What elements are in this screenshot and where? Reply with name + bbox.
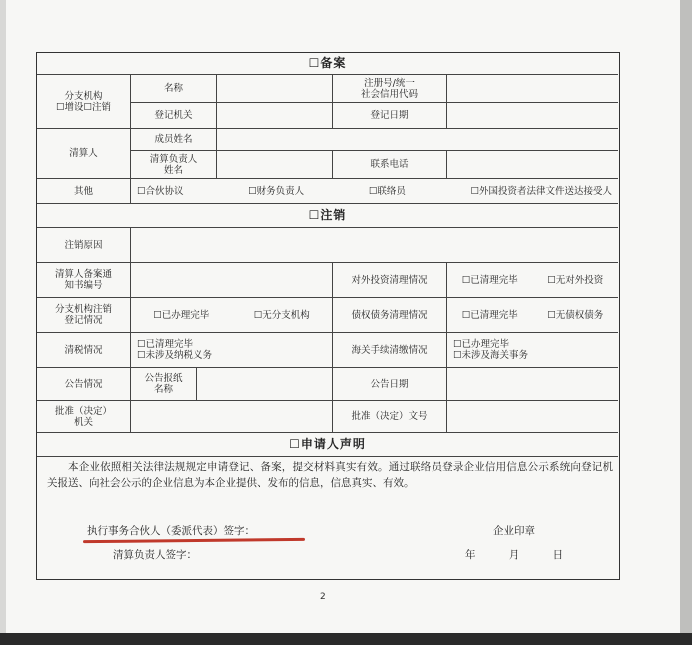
principal-signature-label: 清算负责人签字： [113, 549, 197, 561]
announce-label: 公告情况 [37, 368, 131, 401]
checkbox-liaison[interactable]: ☐联络员 [368, 185, 406, 197]
debt-label: 债权债务清理情况 [333, 298, 447, 333]
principal-name-label: 清算负责人 姓名 [131, 151, 217, 179]
checkbox-no-foreign-invest[interactable]: ☐无对外投资 [547, 274, 604, 286]
tax-options[interactable]: ☐已清理完毕 ☐未涉及纳税义务 [131, 333, 333, 368]
registration-form [36, 52, 620, 580]
foreign-invest-options [447, 263, 618, 298]
date-label: 年 月 日 [465, 549, 564, 561]
section-header-filing: ☐备案 [37, 53, 618, 75]
page-edge [0, 0, 6, 645]
checkbox-no-debt[interactable]: ☐无债权债务 [547, 309, 604, 321]
company-seal-label: 企业印章 [493, 525, 535, 537]
approval-org-value[interactable] [131, 401, 333, 433]
name-value[interactable] [217, 75, 333, 103]
other-label: 其他 [37, 179, 131, 204]
partner-signature-label: 执行事务合伙人（委派代表）签字： [87, 525, 255, 537]
checkbox-partnership-agreement[interactable]: ☐合伙协议 [137, 185, 184, 197]
page-number: 2 [320, 592, 326, 602]
notice-no-value[interactable] [131, 263, 333, 298]
branch-options [131, 298, 333, 333]
principal-name-value[interactable] [217, 151, 333, 179]
name-label: 名称 [131, 75, 217, 103]
scanner-bottom-bar [0, 633, 692, 645]
other-options [131, 179, 618, 204]
declaration-text: 本企业依照相关法律法规规定申请登记、备案，提交材料真实有效。通过联络员登录企业信用信息公示系统向登记机关报送、向社会公示的企业信息为本企业提供、发布的信息，信息真实、有效。 [47, 461, 613, 489]
member-names-value[interactable] [217, 129, 618, 151]
checkbox-invest-cleared[interactable]: ☐已清理完毕 [461, 274, 518, 286]
reg-no-label: 注册号/统一 社会信用代码 [333, 75, 447, 103]
announce-date-value[interactable] [447, 368, 618, 401]
notice-no-label: 清算人备案通 知书编号 [37, 263, 131, 298]
branch-status-label: 分支机构注销 登记情况 [37, 298, 131, 333]
signature-underline [83, 538, 305, 543]
tax-label: 清税情况 [37, 333, 131, 368]
checkbox-no-branch[interactable]: ☐无分支机构 [253, 309, 310, 321]
section-header-cancellation: ☐注销 [37, 204, 618, 228]
branch-label: 分支机构 ☐增设☐注销 [37, 75, 131, 129]
announce-date-label: 公告日期 [333, 368, 447, 401]
debt-options [447, 298, 618, 333]
checkbox-finance-officer[interactable]: ☐财务负责人 [248, 185, 305, 197]
phone-value[interactable] [447, 151, 618, 179]
checkbox-debt-cleared[interactable]: ☐已清理完毕 [461, 309, 518, 321]
cancel-reason-label: 注销原因 [37, 228, 131, 263]
cancel-reason-value[interactable] [131, 228, 618, 263]
foreign-invest-label: 对外投资清理情况 [333, 263, 447, 298]
approval-doc-value[interactable] [447, 401, 618, 433]
customs-options[interactable]: ☐已办理完毕 ☐未涉及海关事务 [447, 333, 618, 368]
reg-authority-value[interactable] [217, 103, 333, 129]
reg-authority-label: 登记机关 [131, 103, 217, 129]
reg-no-value[interactable] [447, 75, 618, 103]
reg-date-label: 登记日期 [333, 103, 447, 129]
approval-doc-label: 批准（决定）文号 [333, 401, 447, 433]
checkbox-foreign-investor-agent[interactable]: ☐外国投资者法律文件送达接受人 [470, 185, 612, 197]
newspaper-label: 公告报纸 名称 [131, 368, 197, 401]
customs-label: 海关手续清缴情况 [333, 333, 447, 368]
approval-org-label: 批准（决定） 机关 [37, 401, 131, 433]
page-edge [680, 0, 692, 645]
liquidator-label: 清算人 [37, 129, 131, 179]
member-names-label: 成员姓名 [131, 129, 217, 151]
newspaper-value[interactable] [197, 368, 333, 401]
section-header-declaration: ☐申请人声明 [37, 433, 618, 457]
phone-label: 联系电话 [333, 151, 447, 179]
checkbox-branch-done[interactable]: ☐已办理完毕 [153, 309, 210, 321]
reg-date-value[interactable] [447, 103, 618, 129]
